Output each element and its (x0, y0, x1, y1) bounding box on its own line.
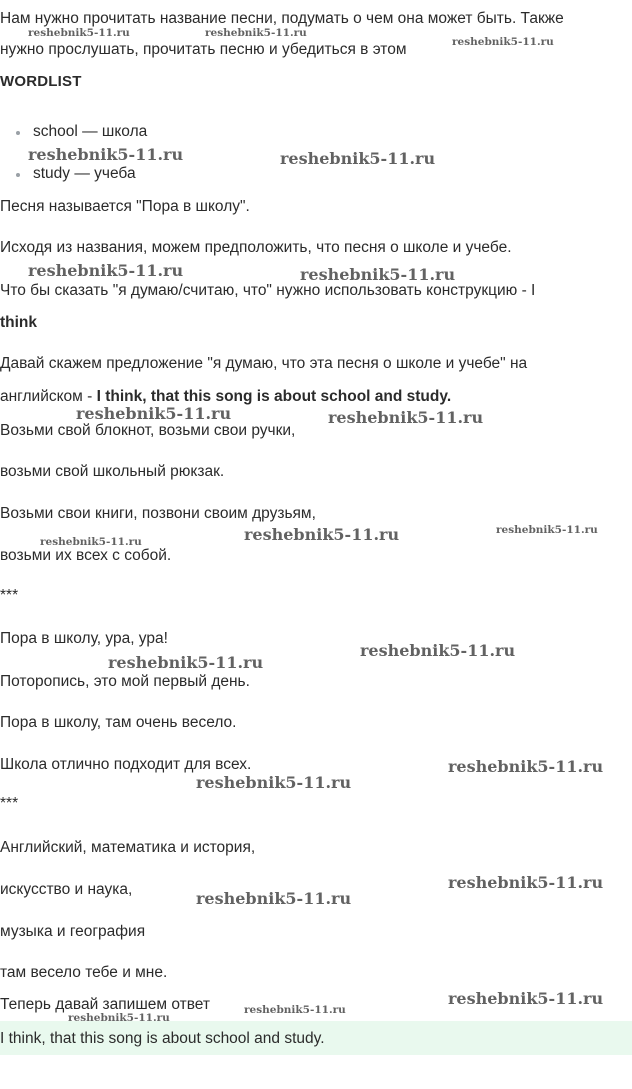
song-line: там весело тебе и мне. (0, 964, 168, 981)
stanza-separator: *** (0, 795, 19, 812)
watermark: reshebnik5-11.ru (28, 261, 184, 280)
watermark: reshebnik5-11.ru (28, 145, 184, 164)
watermark: reshebnik5-11.ru (205, 27, 307, 39)
song-line: возьми свой школьный рюкзак. (0, 463, 225, 480)
answer-text: I think, that this song is about school and study. (0, 1030, 325, 1047)
watermark: reshebnik5-11.ru (280, 149, 436, 168)
watermark: reshebnik5-11.ru (448, 873, 604, 892)
intro-text-line-1: Нам нужно прочитать название песни, подумать о чем она может быть. Также (0, 10, 564, 27)
watermark: reshebnik5-11.ru (40, 536, 142, 548)
song-line: музыка и география (0, 923, 146, 940)
watermark: reshebnik5-11.ru (328, 408, 484, 427)
answer-prompt: Теперь давай запишем ответ (0, 996, 210, 1013)
watermark: reshebnik5-11.ru (28, 27, 130, 39)
answer-box (0, 1021, 632, 1055)
watermark: reshebnik5-11.ru (196, 889, 352, 908)
watermark: reshebnik5-11.ru (360, 641, 516, 660)
watermark: reshebnik5-11.ru (244, 525, 400, 544)
stanza-separator: *** (0, 587, 19, 604)
construction-line-2: think (0, 314, 38, 331)
watermark: reshebnik5-11.ru (496, 524, 598, 536)
song-line: Возьми свои книги, позвони своим друзьям, (0, 505, 316, 522)
watermark: reshebnik5-11.ru (196, 773, 352, 792)
suggest-line-1: Давай скажем предложение "я думаю, что эта песня о школе и учебе" на (0, 355, 528, 372)
watermark: reshebnik5-11.ru (448, 757, 604, 776)
song-line: Пора в школу, там очень весело. (0, 714, 237, 731)
watermark: reshebnik5-11.ru (452, 36, 554, 48)
song-line: Английский, математика и история, (0, 839, 256, 856)
song-title-sentence: Песня называется "Пора в школу". (0, 198, 250, 215)
suggest-bold: I think, that this song is about school and study. (96, 388, 452, 405)
watermark: reshebnik5-11.ru (108, 653, 264, 672)
wordlist-heading: WORDLIST (0, 73, 82, 90)
song-line: Школа отлично подходит для всех. (0, 756, 252, 773)
intro-text-line-2: нужно прослушать, прочитать песню и убедиться в этом (0, 41, 407, 58)
song-line: Пора в школу, ура, ура! (0, 630, 168, 647)
watermark: reshebnik5-11.ru (68, 1012, 170, 1024)
song-line: возьми их всех с собой. (0, 547, 172, 564)
construction-line-1: Что бы сказать "я думаю/считаю, что" нужно использовать конструкцию - I (0, 282, 536, 299)
wordlist-item: school — школа (33, 123, 148, 140)
watermark: reshebnik5-11.ru (300, 265, 456, 284)
guess-sentence: Исходя из названия, можем предположить, что песня о школе и учебе. (0, 239, 512, 256)
suggest-prefix: английском - (0, 388, 97, 405)
watermark: reshebnik5-11.ru (244, 1004, 346, 1016)
song-line: Возьми свой блокнот, возьми свои ручки, (0, 422, 296, 439)
song-line: искусство и наука, (0, 881, 133, 898)
watermark: reshebnik5-11.ru (76, 404, 232, 423)
wordlist-item: study — учеба (33, 164, 147, 184)
watermark: reshebnik5-11.ru (448, 989, 604, 1008)
song-line: Поторопись, это мой первый день. (0, 673, 250, 690)
